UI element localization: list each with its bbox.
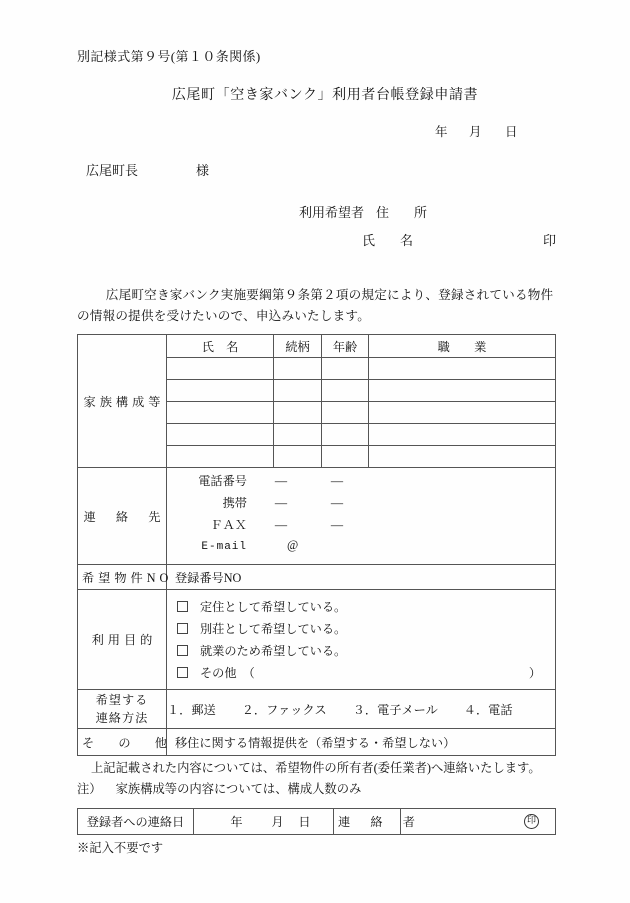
family-occupation-cell[interactable]: [369, 424, 556, 446]
applicant-prefix: 利用希望者: [299, 205, 365, 220]
note-marker: 注）: [77, 782, 102, 796]
contact-date-label: 登録者への連絡日: [78, 809, 194, 835]
column-header-age: 年齢: [322, 335, 369, 358]
table-row-contact-method: [78, 690, 556, 729]
checkbox-icon[interactable]: [177, 623, 188, 634]
purpose-option-villa[interactable]: [167, 617, 555, 639]
contact-method-options[interactable]: [167, 690, 556, 729]
form-number: 別記様式第９号(第１０条関係): [77, 49, 261, 64]
purpose-other-label: その他 （: [200, 665, 255, 680]
family-age-cell[interactable]: [322, 402, 369, 424]
fax-dash-1: —: [274, 518, 288, 532]
family-occupation-cell[interactable]: [369, 358, 556, 380]
applicant-seal-label: 印: [542, 233, 556, 248]
bt-date-year-label: 年: [230, 815, 243, 829]
note-owner-contact: 上記記載された内容については、希望物件の所有者(委任業者)へ連絡いたします。: [91, 761, 541, 775]
family-relation-cell[interactable]: [274, 402, 322, 424]
contact-method-label-line2: 連絡方法: [95, 711, 149, 725]
contact-line-email[interactable]: [167, 538, 555, 560]
purpose-label: 利用目的: [78, 590, 167, 690]
submission-date-line: [435, 122, 518, 140]
office-use-table: [77, 808, 556, 835]
purpose-option-label: 就業のため希望している。: [200, 643, 347, 658]
family-occupation-cell[interactable]: [369, 380, 556, 402]
family-occupation-cell[interactable]: [369, 402, 556, 424]
family-name-cell[interactable]: [167, 380, 274, 402]
other-label: そ の 他: [78, 729, 167, 756]
phone-dash-2: —: [330, 474, 344, 488]
fax-dash-2: —: [330, 518, 344, 532]
family-name-cell[interactable]: [167, 358, 274, 380]
application-table: [77, 334, 556, 756]
column-header-name: 氏 名: [167, 335, 274, 358]
seal-stamp-icon: 印: [524, 814, 539, 829]
checkbox-icon[interactable]: [177, 601, 188, 612]
contact-line-phone[interactable]: [167, 472, 555, 494]
phone-label: 電話番号: [198, 474, 247, 488]
note-family-composition: [77, 779, 361, 797]
bt-date-month-label: 月: [271, 815, 284, 829]
family-name-cell[interactable]: [167, 446, 274, 468]
family-relation-cell[interactable]: [274, 424, 322, 446]
table-row: [78, 809, 556, 835]
family-relation-cell[interactable]: [274, 446, 322, 468]
family-relation-cell[interactable]: [274, 380, 322, 402]
mobile-dash-2: —: [330, 496, 344, 510]
contact-method-option-email[interactable]: ３．電子メール: [352, 702, 438, 717]
family-label: 家族構成等: [78, 335, 167, 468]
email-at-symbol: @: [287, 538, 299, 552]
purpose-option-label: 定住として希望している。: [200, 599, 347, 614]
date-year-label: 年: [435, 125, 448, 139]
contact-person-value[interactable]: [401, 809, 556, 835]
purpose-other-field[interactable]: [200, 664, 555, 681]
contact-date-value[interactable]: [194, 809, 334, 835]
fax-label: ＦＡＸ: [210, 518, 247, 532]
purpose-option-employment[interactable]: [167, 639, 555, 661]
applicant-name-label: 氏 名: [362, 233, 420, 248]
note-no-entry-required: ※記入不要です: [77, 841, 164, 855]
phone-dash-1: —: [274, 474, 288, 488]
column-header-relation: 続柄: [274, 335, 322, 358]
purpose-option-other[interactable]: [167, 661, 555, 683]
property-no-value[interactable]: 登録番号NO: [167, 565, 556, 590]
checkbox-icon[interactable]: [177, 645, 188, 656]
family-age-cell[interactable]: [322, 446, 369, 468]
family-occupation-cell[interactable]: [369, 446, 556, 468]
contact-method-label: [78, 690, 167, 729]
applicant-address-label: 住 所: [376, 205, 434, 220]
contact-method-option-fax[interactable]: ２．ファックス: [241, 702, 327, 717]
contact-person-label: 連 絡 者: [334, 809, 401, 835]
page-title: 広尾町「空き家バンク」利用者台帳登録申請書: [171, 88, 479, 103]
mobile-dash-1: —: [274, 496, 288, 510]
table-row-other: [78, 729, 556, 756]
family-age-cell[interactable]: [322, 424, 369, 446]
applicant-address-line: [299, 202, 433, 221]
addressee-honorific: 様: [196, 163, 210, 178]
purpose-option-permanent[interactable]: [167, 595, 555, 617]
contact-line-mobile[interactable]: [167, 494, 555, 516]
date-month-label: 月: [469, 125, 482, 139]
applicant-name-line: [362, 230, 556, 249]
family-name-cell[interactable]: [167, 402, 274, 424]
bt-date-day-label: 日: [298, 815, 311, 829]
purpose-other-paren-close: ）: [528, 665, 541, 680]
contact-method-option-phone[interactable]: ４．電話: [463, 702, 513, 717]
table-row-contact: [78, 468, 556, 565]
family-name-cell[interactable]: [167, 424, 274, 446]
body-paragraph: 広尾町空き家バンク実施要綱第９条第２項の規定により、登録されている物件の情報の提供を受けたいので、申込みいたします。: [77, 288, 554, 323]
addressee-name: 広尾町長: [86, 163, 139, 178]
email-label: E-mail: [201, 541, 247, 553]
table-row-family-header: [78, 335, 556, 358]
family-age-cell[interactable]: [322, 380, 369, 402]
contact-label: 連 絡 先: [78, 468, 167, 565]
addressee: [86, 160, 209, 179]
table-row-property-no: [78, 565, 556, 590]
family-relation-cell[interactable]: [274, 358, 322, 380]
mobile-label: 携帯: [222, 496, 247, 510]
checkbox-icon[interactable]: [177, 667, 188, 678]
purpose-options[interactable]: [167, 590, 556, 690]
contact-method-option-mail[interactable]: １．郵送: [167, 702, 216, 717]
contact-method-label-line1: 希望する: [95, 693, 149, 707]
note-body: 家族構成等の内容については、構成人数のみ: [115, 782, 362, 796]
table-row-purpose: [78, 590, 556, 690]
contact-fields[interactable]: [167, 468, 556, 565]
other-value[interactable]: 移住に関する情報提供を（希望する・希望しない）: [167, 729, 556, 756]
date-day-label: 日: [505, 125, 518, 139]
contact-line-fax[interactable]: [167, 516, 555, 538]
column-header-occupation: 職 業: [369, 335, 556, 358]
property-no-label: 希望物件NO: [78, 565, 167, 590]
purpose-option-label: 別荘として希望している。: [200, 621, 347, 636]
family-age-cell[interactable]: [322, 358, 369, 380]
